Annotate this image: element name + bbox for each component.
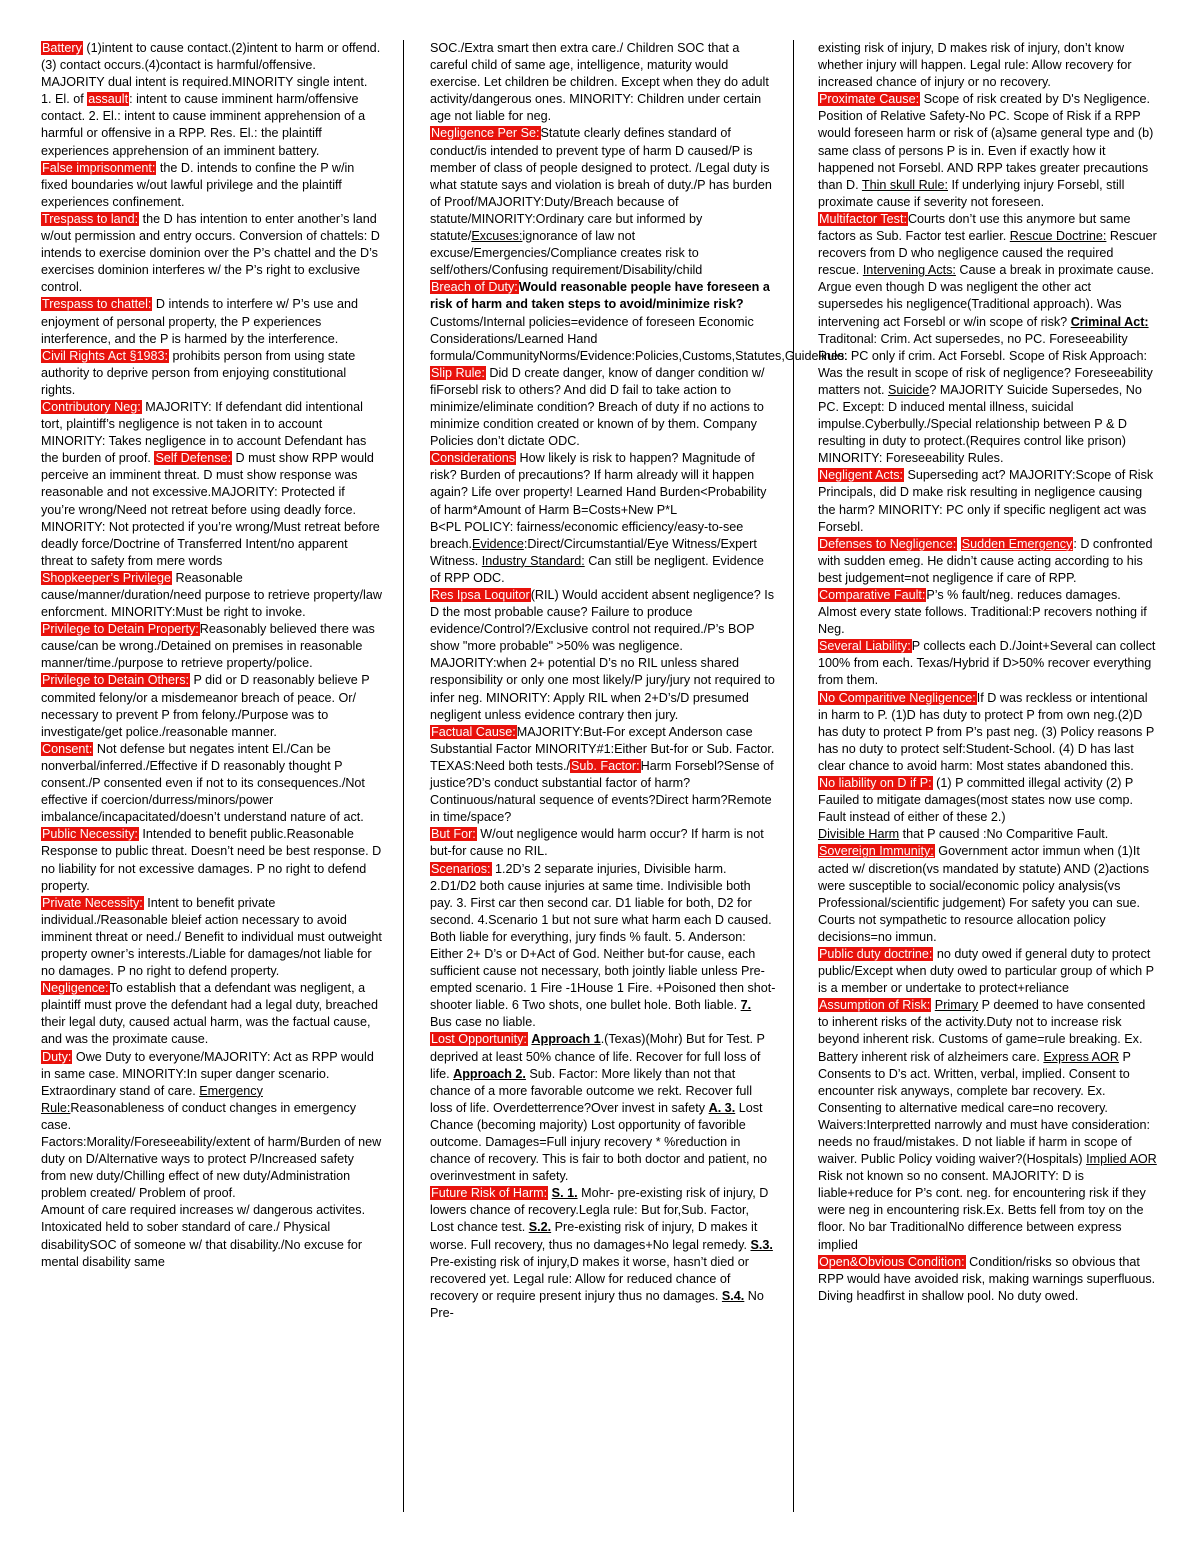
note-text: Primary [934,998,979,1013]
note-paragraph [818,690,1158,775]
highlighted-term: Privilege to Detain Property: [42,622,199,637]
note-paragraph [41,826,382,894]
note-text: Mohr- pre-existing risk of injury, D lowers chance of recovery.Legla rule: But for,Sub. Factor, Lost chance test. [430,1186,769,1235]
notes-column-1 [41,40,382,1520]
note-paragraph [41,348,382,399]
highlighted-term: Public duty doctrine: [819,946,933,961]
note-text: prohibits person from using state authority to deprive person from enjoying constitutional rights. [41,348,356,397]
highlighted-term: Proximate Cause: [819,92,920,107]
note-paragraph [41,1049,382,1134]
note-paragraph [430,724,776,827]
note-paragraph [818,211,1158,467]
note-text: Emergency Rule: [41,1083,263,1115]
highlighted-term: Consent: [42,741,93,756]
note-paragraph [818,843,1158,946]
highlighted-term: Duty: [42,1049,72,1064]
note-text: Traditonal: Crim. Act supersedes, no PC. Foreseeability Rule: PC only if crim. Act Forsebl. Scope of Risk Approach: Was the result in scope of risk of negligence? Foreseeability matters not. [818,331,1153,397]
note-paragraph [818,536,1158,587]
note-paragraph [41,672,382,740]
highlighted-term: assault [88,92,129,107]
highlighted-term: But For: [431,827,476,842]
note-text: How likely is risk to happen? Magnitude of risk? Burden of precautions? If harm already will it happen again? Life over property! Learned Hand Burden<Probability of harm*Amount of Harm B=Costs+New P*L [430,451,767,517]
note-text: P collects each D./Joint+Several can collect 100% from each. Texas/Hybrid if D>50% recover everything from them. [818,639,1156,688]
note-text: Approach 1 [531,1032,601,1047]
note-text: Harm Forsebl?Sense of justice?D’s conduct substantial factor of harm?Continuous/natural sequence of events?Direct harm?Remote in time/space? [430,758,774,825]
note-text: P deemed to have consented to inherent risks of the activity.Duty not to increase risk beyond inherent risk. Customs of game=rule breaking. Ex. Battery inherent risk of alzheimers care. [818,998,1146,1064]
note-text: S.4. [721,1288,745,1303]
highlighted-term: Comparative Fault: [819,588,926,602]
note-text: S. 1. [551,1186,578,1201]
note-text: Implied AOR [1086,1152,1157,1167]
highlighted-term: Contributory Neg: [42,399,141,414]
highlighted-term: False imprisonment: [42,160,156,175]
note-text: P’s % fault/neg. reduces damages. Almost every state follows. Traditional:P recovers nothing if Neg. [818,588,1147,637]
note-paragraph [41,980,382,1048]
note-text: Suicide [888,382,930,397]
note-text: Reasonably believed there was cause/can be wrong./Detained on premises in reasonable manner/time./purpose to retrieve property/police. [41,622,375,671]
note-paragraph [41,621,382,672]
note-paragraph [430,519,776,587]
note-text: Can still be negligent. Evidence of RPP ODC. [430,553,764,585]
note-paragraph [41,570,382,621]
note-text: Courts don’t use this anymore but same factors as Sub. Factor test earlier. [818,211,1131,244]
note-paragraph [430,40,776,125]
note-paragraph [430,826,776,860]
note-text: D intends to interfere w/ P’s use and enjoyment of personal property, the P experiences interference, and the P is harmed by the interference. [41,297,359,346]
note-paragraph [818,1117,1158,1254]
note-text: Scope of risk created by D's Negligence. Position of Relative Safety-No PC. Scope of Risk if a RPP would foreseen harm or risk of (a)same general type and (b) same class of persons P is in. Even if exactly how it happened not Forsebl. AND RPP takes greater precautions than D. [818,92,1154,192]
note-text: Waivers:Interpretted narrowly and must have consideration: needs no fraud/mistakes. D not liable if harm in scope of waiver. Public Policy voiding waiver?(Hospitals) [818,1117,1151,1167]
note-text: Customs/Internal policies=evidence of foreseen Economic Considerations/Learned Hand formula/CommunityNorms/Evidence:Policies,Customs,Statutes,Guidelines. [430,314,848,363]
note-text: P Consents to D’s act. Written, verbal, implied. Consent to encounter risk anyways, complete bar recovery. Ex. Consenting to alternative medical care=no recovery. [818,1049,1131,1115]
note-text: (1) P committed illegal activity (2) P Fauiled to mitigate damages(most states now use comp. Fault instead of either of these 2.) [818,776,1134,825]
note-paragraph [818,40,1158,91]
note-paragraph [41,91,382,159]
note-text: (RIL) Would accident absent negligence? Is D the most probable cause? Failure to produce evidence/Control?/Exclusive control not required./P’s BOP show "more probable" >50% was negligence. MAJORITY:when 2+ potential D’s no RIL unless shared responsibility or only one most likely/P jury/jury not required to infer neg. MINORITY: Apply RIL when 2+D’s/D presumed negligent unless evidence contrary then jury. [430,588,775,722]
note-paragraph [430,365,776,450]
note-paragraph [41,211,382,296]
highlighted-term: Res Ipsa Loquitor [431,588,530,602]
note-text: Evidence [472,536,524,551]
note-text: the D has intention to enter another’s land w/out permission and entry occurs. Conversion of chattels: D intends to exercise dominion over the P’s chattel and the D’s exercises dominion interferes w/ the P’s right to exclusive control. [41,211,380,295]
highlighted-term: Slip Rule: [431,365,485,380]
note-paragraph [41,40,382,91]
note-paragraph [818,946,1158,997]
note-text: :Direct/Circumstantial/Eye Witness/Expert Witness. [430,536,757,568]
highlighted-term: Negligent Acts: [819,468,904,483]
column-divider-1 [403,40,404,1512]
note-paragraph [41,160,382,211]
note-text: 7. [740,998,752,1013]
note-text: Owe Duty to everyone/MAJORITY: Act as RPP would in same case. MINORITY:In super danger scenario. Extraordinary stand of care. [41,1049,374,1098]
note-paragraph [430,587,776,724]
highlighted-term: Negligence Per Se: [431,126,540,141]
note-text: Express AOR [1043,1049,1119,1064]
highlighted-term: Sub. Factor: [571,758,640,773]
note-text: 1. El. of [41,92,88,107]
note-text: Government actor immun when (1)It acted w/ discretion(vs mandated by statute) AND (2)actions were susceptible to social/economic policy analysis(vs Professional/scientific judgement) For safety you can sue. Courts not sympathetic to resource allocation policy decisions=no immun. [818,844,1150,944]
note-text: S.2. [528,1220,552,1235]
note-text: Amount of care required increases w/ dangerous activites. Intoxicated held to sober standard of care./ Physical disabilitySOC of someone w/ that disability./No excuse for mental disability same [41,1203,366,1269]
note-text: MAJORITY:But-For except Anderson case Substantial Factor MINORITY#1:Either But-for or Sub. Factor. TEXAS:Need both tests./ [430,724,775,773]
note-paragraph [818,91,1158,211]
highlighted-term: Trespass to land: [42,211,139,226]
note-text: Reasonableness of conduct changes in emergency case. [41,1100,357,1132]
highlighted-term: Breach of Duty: [431,280,518,295]
highlighted-term: Defenses to Negligence: [819,536,957,551]
note-paragraph [430,861,776,1032]
note-text: Sub. Factor: More likely than not that chance of a more favorable outcome we rekt. Recover full loss of life. Overdetterrence?Over invest in safety [430,1066,752,1115]
note-paragraph [818,997,1158,1117]
highlighted-term: Private Necessity: [42,895,143,910]
note-text: the D. intends to confine the P w/in fixed boundaries w/out lawful privilege and the plaintiff experiences confinement. [41,160,355,209]
highlighted-term: Public Necessity: [42,827,138,842]
highlighted-term: Sudden Emergency [961,536,1073,551]
note-text: Pre-existing risk of injury,D makes it worse, hasn’t died or recovered yet. Legal rule: Allow for reduced chance of recovery or require present injury thus no damages. [430,1254,749,1303]
note-text: Excuses: [471,229,523,244]
note-text: SOC./Extra smart then extra care./ Children SOC that a careful child of same age, intelligence, maturity would exercise. Let children be children. Except when they do adult activity/dangerous ones. MINORITY: Children under certain age not liable for neg. [430,41,769,124]
note-text: Reasonable cause/manner/duration/need purpose to retrieve property/law enforcment. MINORITY:Must be right to invoke. [41,570,382,620]
note-text: Condition/risks so obvious that RPP would have avoided risk, making warnings superfluous. Diving headfirst in shallow pool. No duty owed. [818,1254,1156,1303]
highlighted-term: Scenarios: [431,861,491,876]
highlighted-term: Trespass to chattel: [42,297,152,312]
note-paragraph [430,125,776,279]
note-text: ignorance of law not excuse/Emergencies/Compliance creates risk to self/others/Confusing requirement/Disability/child [430,229,703,278]
note-text: A. 3. [708,1100,736,1115]
note-paragraph [818,638,1158,689]
note-text: Criminal Act: [1070,314,1149,329]
highlighted-term: Multifactor Test: [819,211,907,226]
note-text: : intent to cause imminent harm/offensive contact. 2. El.: intent to cause imminent apprehension of a harmful or offensive in a RPP. Res. El.: the plaintiff experiences apprehension of an imminent battery. [41,92,366,158]
note-text: that P caused :No Comparitive Fault. [899,827,1109,842]
note-paragraph [430,450,776,518]
note-paragraph [41,741,382,826]
note-text: To establish that a defendant was negligent, a plaintiff must prove the defendant had a legal duty, breached their legal duty, caused actual harm, was the factual cause, and was the proximate cause. [41,981,378,1047]
note-text: Rescuer recovers from D who negligence caused the required rescue. [818,229,1157,278]
highlighted-term: Factual Cause: [431,724,516,739]
note-paragraph [41,1202,382,1270]
note-paragraph [818,1254,1158,1305]
highlighted-term: Battery [42,41,82,55]
note-paragraph [818,587,1158,638]
note-text: 1.2D’s 2 separate injuries, Divisible harm. 2.D1/D2 both cause injuries at same time. Indivisible both pay. 3. First car then second car. D1 liable for both, D2 for second. 4.Scenario 1 but not sure what harm each D caused. Both liable for everything, jury finds % fault. 5. Anderson: Either 2+ D’s or D+Act of God. Neither but-for cause, each sufficient cause not necessary, both jointly liable unless Pre-empted scenario. 1 Fire -1House 1 Fire. +Poisoned then shot-shooter liable. 6 Two shots, one bullet hole. Both liable. [430,861,776,1013]
column-divider-2 [793,40,794,1512]
highlighted-term: No Comparitive Negligence: [819,690,976,705]
note-text: Intent to benefit private individual./Reasonable bleief action necessary to avoid imminent threat or need./ Benefit to individual must outweight property owner’s interests./Liable for damages/not liable for no damages. P no right to defend property. [41,895,382,979]
highlighted-term: Privilege to Detain Others: [42,673,189,688]
highlighted-term: Negligence: [42,981,109,996]
note-text: Statute clearly defines standard of conduct/is intended to prevent type of harm D caused/P is member of class of people designed to protect. /Legal duty is what statute says and violation is breah of duty./P has burden of Proof/MAJORITY:Duty/Breach because of statute/MINORITY:Ordinary care but informed by statute/ [430,126,772,244]
highlighted-term: Self Defense: [155,451,232,466]
note-text: Intended to benefit public.Reasonable Response to public threat. Doesn’t need be best response. D no liability for not excessive damages. P no right to defend property. [41,827,382,893]
highlighted-term: Civil Rights Act §1983: [42,348,168,363]
note-text: : D confronted with sudden emeg. He didn’t cause acting according to his best judgement=not negligence if care of RPP. [818,536,1153,585]
note-text: Superseding act? MAJORITY:Scope of Risk Principals, did D make risk resulting in negligence causing the harm? MINORITY: PC only if specific negligent act was Forsebl. [818,468,1154,534]
note-text: B<PL POLICY: fairness/economic efficiency/easy-to-see breach. [430,519,744,551]
note-text: No Pre- [430,1288,764,1320]
note-text: If D was reckless or intentional in harm to P. (1)D has duty to protect P from own neg.(2)D has duty to protect P from P’s past neg. (3) Policy reasons P has no duty to protect self:Student-School. (4) D has last clear chance to avoid harm: Most states abandoned this. [818,690,1155,773]
note-text: Approach 2. [453,1066,526,1081]
note-paragraph [818,467,1158,535]
note-text: D must show RPP would perceive an imminent threat. D must show response was reasonable and not excessive.MAJORITY: Protected if you’re wrong/Need not retreat before using deadly force. MINORITY: Not protected if you’re wrong/Must retreat before deadly force/Doctrine of Transferred Intent/no apparent threat to safety from mere words [41,451,380,568]
note-paragraph [818,826,1158,843]
note-paragraph [41,399,382,570]
note-text: existing risk of injury, D makes risk of injury, don’t know whether injury will happen. Legal rule: Allow recovery for increased chance of injury or no recovery. [818,41,1132,90]
note-text: Lost Chance (becoming majority) Lost opportunity of favorible outcome. Damages=Full injury recovery * %reduction in chance of recovery. This is fair to both doctor and patient, no overinvestment in safety. [430,1100,767,1184]
highlighted-term: Lost Opportunity: [431,1032,527,1047]
note-paragraph [430,1031,776,1185]
note-text: Divisible Harm [818,827,900,842]
note-paragraph [41,895,382,980]
note-paragraph [818,775,1158,826]
note-text: Industry Standard: [481,553,585,568]
note-paragraph [430,1185,776,1322]
note-text: P did or D reasonably believe P commited felony/or a misdemeanor breach of peace. Or/ necessary to prevent P from felony./Purpose was to investigate/get police./reasonable manner. [41,673,370,739]
notes-column-2 [430,40,848,1520]
highlighted-term: Future Risk of Harm: [431,1186,548,1201]
note-paragraph [430,279,776,313]
note-text: no duty owed if general duty to protect public/Except when duty owed to particular group of which P is a member or undertake to protect+reliance [818,946,1154,996]
note-text: Rescue Doctrine: [1009,229,1107,244]
note-text: (1)intent to cause contact.(2)intent to harm or offend. (3) contact occurs.(4)contact is harmful/offensive. MAJORITY dual intent is required.MINORITY single intent. [41,41,381,90]
note-paragraph [41,1134,382,1202]
highlighted-term: Several Liability: [819,639,911,654]
highlighted-term: Shopkeeper’s Privilege [42,570,172,585]
note-paragraph [430,314,848,365]
note-text: Not defense but negates intent El./Can be nonverbal/inferred./Effective if D reasonably thought P consent./P consented even if not to its consequences./Not effective if coercion/durress/minors/power imbalance/incapacitated/doesn’t understand nature of act. [41,741,365,825]
note-text: Would reasonable people have foreseen a risk of harm and taken steps to avoid/minimize risk? [430,280,770,312]
note-text: Pre-existing risk of injury, D makes it worse. Full recovery, thus no damages+No legal remedy. [430,1220,758,1252]
note-text: Bus case no liable. [430,1015,536,1030]
highlighted-term: Open&Obvious Condition: [819,1254,965,1269]
highlighted-term: Assumption of Risk: [819,998,931,1013]
note-text: Intervening Acts: [862,263,956,278]
note-text: ? MAJORITY Suicide Supersedes, No PC. Except: D induced mental illness, suicidal impulse.Cyberbully./Special relationship between P & D resulting in duty to protect.(Requires control like prison) MINORITY: Foreseeability Rules. [818,382,1142,466]
highlighted-term: Sovereign Immunity: [819,844,934,859]
highlighted-term: No liability on D if P: [819,776,932,791]
note-text: If underlying injury Forsebl, still proximate cause if severity not foreseen. [818,177,1125,209]
note-text: S.3. [750,1237,773,1252]
note-text: .(Texas)(Mohr) But for Test. P deprived at least 50% chance of life. Recover for full loss of life. [430,1032,765,1081]
note-text: Did D create danger, know of danger condition w/ fiForsebl risk to others? And did D fail to take action to minimize/eliminate condition? Breach of duty if no actions to minimize condition created or known of by them. Company Policies don’t dictate ODC. [430,365,765,449]
highlighted-term: Considerations [431,451,516,466]
note-text: Factors:Morality/Foreseeability/extent of harm/Burden of new duty on D/Alternative ways to protect P/Increased safety from new duty/Chilling effect of new duty/Administration problem created/ Problem of proof. [41,1135,382,1201]
note-text: Cause a break in proximate cause. Argue even though D was negligent the other act supersedes his negligence(Traditional approach). Was intervening act Forsebl or w/in scope of risk? [818,263,1155,329]
note-text: MAJORITY: If defendant did intentional tort, plaintiff’s negligence is not taken in to account MINORITY: Takes negligence in to account Defendant has the burden of proof. [41,399,367,466]
note-text: W/out negligence would harm occur? If harm is not but-for cause no RIL. [430,827,764,859]
notes-column-3 [818,40,1158,1520]
note-paragraph [41,296,382,347]
note-text: Thin skull Rule: [861,177,948,192]
note-text: Risk not known so no consent. MAJORITY: D is liable+reduce for P’s cont. neg. for encountering risk if they were neg in encountering risk.Ex. Betts fell from toy on the floor. No bar TraditionalNo difference between express implied [818,1169,1146,1252]
